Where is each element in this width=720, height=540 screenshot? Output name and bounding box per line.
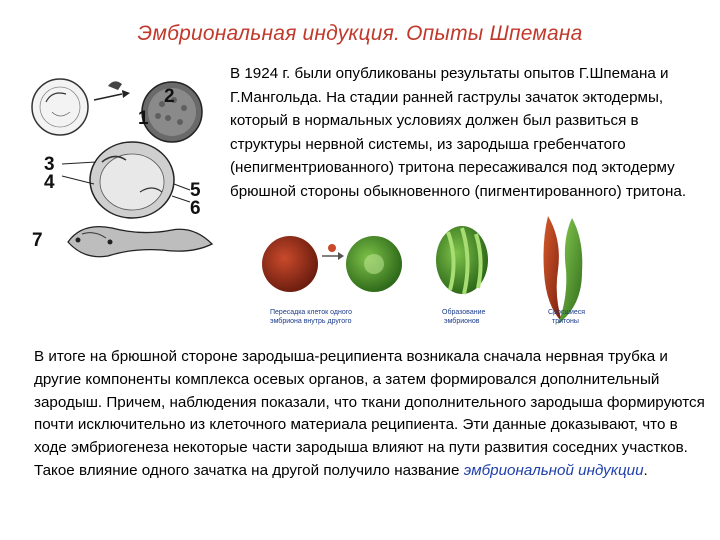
embryonic-induction-term: эмбриональной индукции — [463, 461, 644, 479]
figure-label-5: 5 — [190, 180, 201, 201]
caption-formation-line1: Образование — [442, 309, 486, 316]
arrow-icon — [338, 252, 344, 260]
figure-label-4: 4 — [44, 172, 55, 193]
embryo-formation-illustration — [436, 226, 488, 294]
caption-formation-line2: эмбрионов — [444, 318, 480, 325]
terminal-period: . — [643, 461, 648, 479]
intro-paragraph: В 1924 г. были опубликованы результаты опытов Г.Шпемана и Г.Мангольда. На стадии ранней гаструлы зачаток эктодермы, который в нормальных условиях должен был развиться в структуры нервной системы, из зародыша гребенчатого (непигментриованного) тритона пересаживался под эктодерму брюшной стороны обыкновенного (пигментированного) тритона. — [230, 65, 687, 200]
figure-label-1: 1 — [138, 108, 149, 129]
slide-title: Эмбриональная индукция. Опыты Шпемана — [137, 22, 583, 45]
figure-label-3: 3 — [44, 154, 55, 175]
figure-label-2: 2 — [164, 86, 175, 107]
figure-label-7: 7 — [32, 230, 43, 251]
caption-transplant-line2: эмбриона внутрь другого — [270, 318, 352, 325]
caption-fused-line2: тритоны — [552, 318, 579, 325]
newt-embryos-diagram — [262, 210, 612, 338]
fused-newts-illustration — [544, 216, 586, 324]
transplant-step-illustration — [262, 236, 402, 292]
conclusion-text: В итоге на брюшной стороне зародыша-реципиента возникала сначала нервная трубка и другие компоненты комплекса осевых органов, а затем формировался дополнительный зародыш. Причем, наблюдения показали, что ткани дополнительного зародыша формируются почти исключительно из клеточного материала реципиента. Эти данные доказывают, что в ходе эмбриогенеза некоторые части зародыша влияют на пути развития соседних участков. Такое влияние одного зачатка на другой получило название — [34, 348, 705, 479]
spemann-experiment-drawing — [22, 72, 222, 272]
caption-transplant-line1: Пересадка клеток одного — [270, 309, 353, 316]
arrow-icon — [122, 90, 130, 98]
conclusion-paragraph — [34, 346, 706, 483]
secondary-embryo-illustration — [90, 142, 174, 218]
figure-label-6: 6 — [190, 198, 201, 219]
caption-fused-line1: Сросшиеся — [548, 309, 586, 316]
donor-embryo-illustration — [32, 79, 88, 135]
conjoined-larvae-illustration — [68, 227, 212, 257]
